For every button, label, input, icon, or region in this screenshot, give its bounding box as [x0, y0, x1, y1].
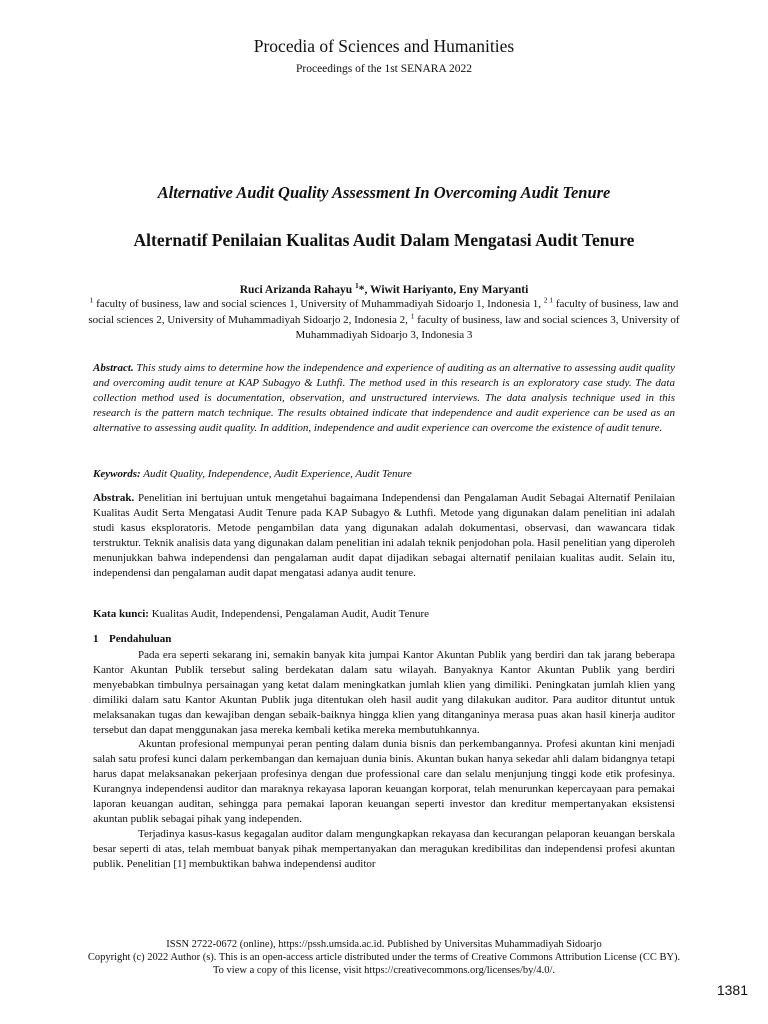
abstract-english-text: This study aims to determine how the independence and experience of auditing as an alternative to assessing audit quality and overcoming audit tenure at KAP Subagyo & Luthfi. The method used in this research is an exploratory case study. The data collection method used is documentation, observation, and unstructured interviews. The data analysis technique used in this research is the pattern match technique. The results obtained indicate that independence and audit experience can be used as an alternative to assessing audit quality. In addition, independence and audit experience can overcome the existence of audit tenure.	[93, 362, 675, 434]
page-footer	[40, 938, 728, 978]
footer-issn: ISSN 2722-0672 (online), https://pssh.umsida.ac.id. Published by Universitas Muhammadiyah Sidoarjo	[166, 939, 602, 950]
abstract-indonesian-text: Penelitian ini bertujuan untuk mengetahui bagaimana Independensi dan Pengalaman Audit Sebagai Alternatif Penilaian Kualitas Audit Serta Mengatasi Audit Tenure pada KAP Subagyo & Luthfi. Metode yang digunakan dalam penelitian ini adalah studi kasus eksploratoris. Metode pengambilan data yang digunakan adalah dokumentasi, observasi, dan wawancara tidak terstruktur. Teknik analisis data yang digunakan dalam penelitian ini adalah teknik penjodohan pola. Hasil penelitian yang diperoleh menunjukkan bahwa independensi dan pengalaman audit dapat dijadikan sebagai alternatif penilaian kualitas audit. Selain itu, independensi dan pengalaman audit dapat mengatasi adanya audit tenure.	[93, 492, 675, 579]
footer-license: To view a copy of this license, visit https://creativecommons.org/licenses/by/4.0/.	[212, 965, 555, 977]
proceedings-name: Proceedings of the 1st SENARA 2022	[295, 63, 472, 75]
paragraph: Pada era seperti sekarang ini, semakin banyak kita jumpai Kantor Akuntan Publik yang berdiri dan tak jarang beberapa Kantor Akuntan Publik tersebut saling berdekatan dalam satu wilayah. Banyaknya Kantor Akuntan Publik yang berdiri menyebabkan timbulnya persainagan yang ketat dalam meningkatkan jumlah klien yang dimiliki. Peningkatan jumlah klien yang dimiliki dalam satu Kantor Akuntan Publik juga ditentukan oleh hasil audit yang dilakukan auditor. Para auditor dituntut untuk melaksanakan tugas dan kewajiban dengan sebaik-baiknya hingga klien yang ditanganinya merasa puas akan hasil kinerja auditor tersebut dan dapat menggunakan jasa mereka kembali ketika mereka membutuhkannya.	[93, 649, 675, 736]
author-first: Ruci Arizanda Rahayu	[239, 284, 356, 296]
footer-copyright: Copyright (c) 2022 Author (s). This is an open-access article distributed under the terms of Creative Commons Attribution License (CC BY).	[87, 952, 681, 964]
abstract-english	[93, 361, 675, 436]
affiliations	[88, 297, 680, 344]
keywords-english	[93, 467, 675, 482]
keywords-indonesian-label: Kata kunci:	[93, 608, 149, 620]
section-heading	[93, 633, 171, 645]
affiliation-mark-3: 1	[410, 310, 415, 320]
author-first-superscript: 1	[355, 281, 359, 291]
keywords-english-text: Audit Quality, Independence, Audit Experience, Audit Tenure	[140, 468, 412, 480]
abstract-english-label: Abstract.	[93, 362, 134, 374]
abstract-indonesian-label: Abstrak.	[93, 492, 135, 504]
affiliation-2: faculty of business, law and social sciences 2, University of Muhammadiyah Sidoarjo 2, Indonesia 2,	[88, 298, 679, 326]
affiliation-mark-2: 2 1	[543, 295, 554, 305]
keywords-english-label: Keywords:	[93, 468, 141, 480]
keywords-indonesian	[93, 607, 675, 622]
author-rest: *, Wiwit Hariyanto, Eny Maryanti	[358, 284, 529, 296]
keywords-indonesian-text: Kualitas Audit, Independensi, Pengalaman Audit, Audit Tenure	[148, 608, 430, 620]
journal-name: Procedia of Sciences and Humanities	[253, 36, 515, 56]
author-list	[0, 281, 768, 296]
section-number: 1	[93, 633, 99, 645]
title-indonesian: Alternatif Penilaian Kualitas Audit Dalam Mengatasi Audit Tenure	[133, 230, 635, 250]
affiliation-mark-1: 1	[89, 295, 94, 305]
paragraph: Terjadinya kasus-kasus kegagalan auditor dalam mengungkapkan rekayasa dan kecurangan pelaporan keuangan berskala besar seperti di atas, telah membuat banyak pihak mempertanyakan dan meragukan kredibilitas dan independensi profesi akuntan publik. Penelitian [1] membuktikan bahwa independensi auditor	[93, 827, 675, 870]
section-body	[93, 648, 675, 872]
affiliation-3: faculty of business, law and social sciences 3, University of Muhammadiyah Sidoarjo 3, Indonesia 3	[295, 313, 680, 341]
section-title: Pendahuluan	[109, 633, 172, 645]
affiliation-1: faculty of business, law and social sciences 1, University of Muhammadiyah Sidoarjo 1, Indonesia 1,	[93, 298, 544, 310]
title-english: Alternative Audit Quality Assessment In Overcoming Audit Tenure	[157, 183, 611, 202]
abstract-indonesian	[93, 491, 675, 580]
paragraph: Akuntan profesional mempunyai peran penting dalam dunia bisnis dan perkembangannya. Profesi akuntan kini menjadi salah satu profesi kunci dalam perkembangan dan kemajuan dunia binis. Akuntan bukan hanya sekedar ahli dalam bidangnya tetapi harus dapat melaksanakan pekerjaan profesinya dengan due professional care dan selalu menjunjung tinggi kode etik profesinya. Kurangnya independensi auditor dan maraknya rekayasa laporan keuangan korporat, telah menurunkan kepercayaan para pemakai laporan keuangan auditan, sehingga para pemakai laporan keuangan seperti investor dan kreditur mempertanyakan eksistensi akuntan publik sebagai pihak yang independen.	[93, 738, 675, 825]
page-number: 1381	[716, 982, 748, 998]
